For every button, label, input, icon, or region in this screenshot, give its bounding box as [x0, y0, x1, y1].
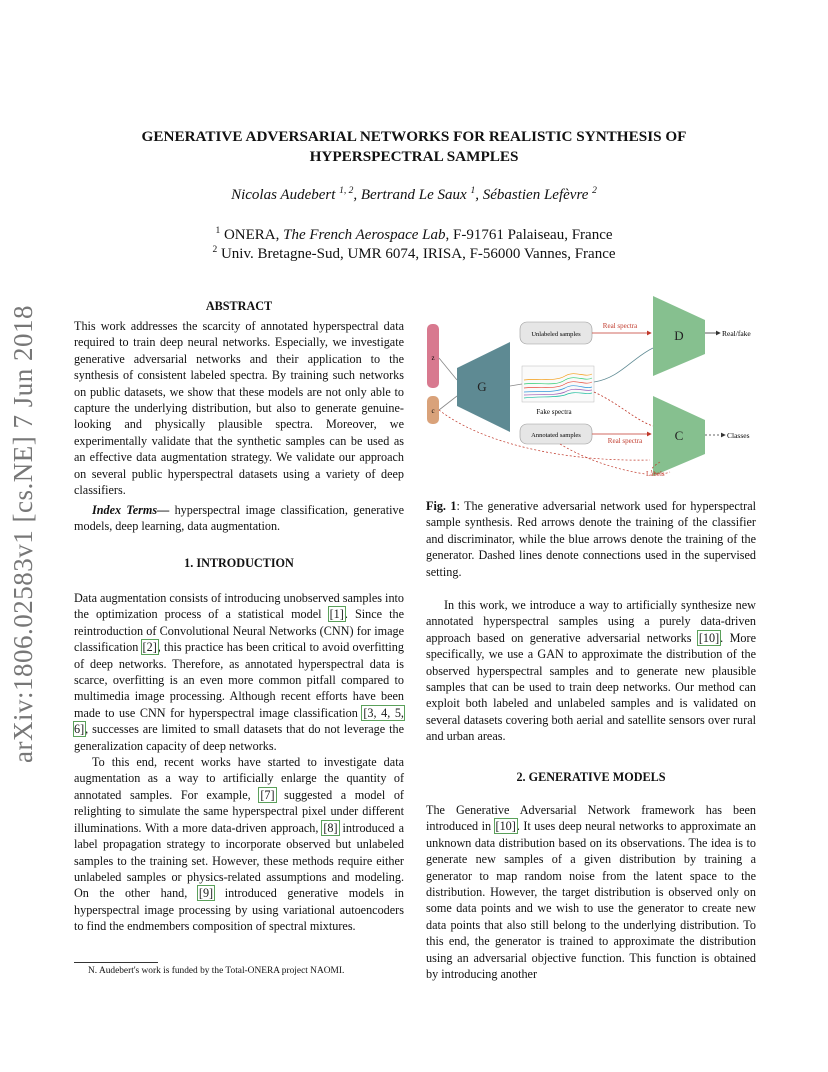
annotated-samples-label: Annotated samples: [531, 432, 581, 439]
text-run: Data augmentation consists of introducing unobserved samples into the optimization process of a statistical model: [74, 591, 405, 622]
affiliation-1: [74, 226, 754, 244]
z-label: z: [431, 354, 435, 362]
intro-text: [74, 590, 404, 935]
affil-mark: 1: [215, 226, 221, 236]
intro-paragraph-1: [74, 590, 404, 754]
real-fake-label: Real/fake: [722, 329, 751, 338]
text-run: , this practice has been critical to avoid overfitting of deep networks. Therefore, as annotated hyperspectral data is scarce, overfitting is an even more common pitfall compared to multimedia image processing. Although recent efforts have been made to use CNN for hyperspectral image classification: [74, 640, 404, 720]
citation-link[interactable]: [9]: [198, 886, 214, 901]
figure-caption-text: : The generative adversarial network used for hyperspectral sample synthesis. Red arrows denote the training of the classifier and discriminator, while the blue arrows denote the training of the generator. Dashed lines denote connections used in the supervised setting.: [426, 499, 756, 579]
citation-link[interactable]: [7]: [260, 787, 275, 802]
author-affil-mark: 1, 2: [339, 186, 354, 196]
citation-link[interactable]: [10]: [698, 630, 720, 645]
affil-text: Univ. Bretagne-Sud, UMR 6074, IRISA, F-56000 Vannes, France: [217, 246, 616, 262]
author-name: Sébastien Lefèvre: [482, 187, 589, 203]
g-to-spectra-line: [510, 384, 522, 386]
arxiv-stamp: arXiv:1806.02583v1 [cs.NE] 7 Jun 2018: [8, 305, 38, 763]
real-spectra-label-2: Real spectra: [607, 437, 643, 445]
discriminator-label: D: [674, 328, 684, 343]
c-to-g-line: [439, 396, 457, 410]
author-affil-mark: 2: [592, 186, 597, 196]
index-terms-text: hyperspectral image classification, generative models, deep learning, data augmentation.: [74, 503, 404, 534]
intro-text-continued: [426, 597, 756, 745]
text-run: . Since the reintroduction of Convolutional Neural Networks (CNN) for image classification: [74, 607, 404, 655]
fake-spectra-plot: [522, 366, 594, 402]
index-terms-label: Index Terms—: [92, 503, 170, 517]
text-run: introduced a label propagation strategy to incorporate observed but unlabeled samples to the training set. However, these methods require either unlabeled samples or physics-related assumptions and modeling. On the other hand,: [74, 820, 404, 901]
author-affil-mark: 1: [470, 186, 476, 196]
gan-architecture-figure: [420, 292, 765, 482]
text-run: In this work, we introduce a way to artificially synthesize new annotated hyperspectral samples using a purely data-driven approach based on generative adversarial networks: [426, 598, 756, 645]
author-separator: ,: [353, 187, 361, 203]
intro-heading: 1. INTRODUCTION: [184, 556, 294, 570]
author-list: [74, 186, 754, 204]
author-name: Bertrand Le Saux: [360, 187, 467, 203]
intro-paragraph-2: [74, 754, 404, 934]
figure-caption-label: Fig. 1: [426, 499, 457, 513]
text-run: . More specifically, we use a GAN to approximate the distribution of the observed hyperspectral samples and to generate new plausible samples that can be used to train deep networks. Our method can exploit both labeled and unlabeled samples and is validated on several datasets covering both aerial and satellite sensors over rural and urban areas.: [426, 630, 756, 744]
unlabeled-samples-label: Unlabeled samples: [531, 331, 581, 338]
labels-label: Labels: [646, 470, 665, 478]
fake-spectra-label: Fake spectra: [536, 408, 572, 416]
text-run: suggested a model of relighting to simulate the same hyperspectral pixel under different illuminations. With a more data-driven approach,: [74, 787, 404, 835]
affil-mark: 2: [212, 245, 218, 255]
real-spectra-label-1: Real spectra: [602, 322, 638, 330]
classes-label: Classes: [727, 431, 750, 440]
footnote: N. Audebert's work is funded by the Total-ONERA project NAOMI.: [88, 966, 345, 976]
figure-caption: [426, 498, 756, 580]
affil-text: , F-91761 Palaiseau, France: [445, 227, 613, 243]
citation-link[interactable]: [10]: [495, 819, 516, 834]
title-line-1: GENERATIVE ADVERSARIAL NETWORKS FOR REALISTIC SYNTHESIS OF: [141, 128, 687, 145]
text-run: introduced generative models in hyperspectral image processing by using variational autoencoders to find the endmembers composition of spectral mixtures.: [74, 886, 404, 934]
citation-link[interactable]: [1]: [329, 607, 344, 622]
text-run: , successes are limited to small datasets that do not leverage the generalization capacity of deep networks.: [74, 722, 404, 753]
citation-link[interactable]: [2]: [142, 640, 157, 655]
paper-title: [74, 127, 754, 167]
abstract-text: [74, 318, 404, 498]
footnote-divider: [74, 962, 158, 963]
affil-text: ONERA,: [220, 227, 284, 243]
c-label: c: [431, 407, 435, 415]
citation-link[interactable]: [3, 4, 5, 6]: [74, 705, 404, 737]
citation-link[interactable]: [8]: [323, 820, 338, 835]
text-run: . It uses deep neural networks to approximate an unknown data distribution based on its observations. The idea is to generate new samples of a given distribution by training a generator to map random noise from the latent space to the distribution. However, the target distribution is observed only on some data points and we wish to use the generator to create new data points that also still belong to the underlying distribution. To this end, the generator is trained to approximate the distribution using an adversarial objective function. This function is obtained by introducing another: [426, 819, 756, 982]
generative-models-text: [426, 802, 756, 982]
abstract-heading: ABSTRACT: [205, 299, 273, 313]
author-separator: ,: [475, 187, 483, 203]
classifier-label: C: [674, 428, 684, 443]
generator-label: G: [477, 379, 487, 394]
z-to-g-line: [439, 358, 457, 380]
affiliation-2: [74, 245, 754, 263]
fake-to-d-line: [594, 348, 653, 382]
fake-to-c-line: [594, 392, 653, 426]
affil-lab: The French Aerospace Lab: [283, 227, 446, 243]
author-name: Nicolas Audebert: [231, 187, 336, 203]
abstract-paragraph: This work addresses the scarcity of annotated hyperspectral data required to train deep neural networks. Especially, we investigate generative adversarial networks and their application to the synthesis of consistent labeled spectra. By training such networks on public datasets, we show that these models are not only able to capture the underlying distribution, but also to generate genuine-looking and physically plausible spectra. Moreover, we experimentally validate that the synthetic samples can be used as an effective data augmentation strategy. We validate our approach on several public hyperspectral datasets using a variety of deep classifiers.: [74, 319, 404, 498]
text-run: The Generative Adversarial Network framework has been introduced in: [426, 803, 756, 834]
index-terms: [74, 502, 404, 535]
title-line-2: HYPERSPECTRAL SAMPLES: [309, 148, 519, 165]
text-run: To this end, recent works have started to investigate data augmentation as a way to artificially enlarge the quantity of annotated samples. For example,: [74, 755, 404, 802]
generative-models-heading: 2. GENERATIVE MODELS: [516, 770, 666, 784]
